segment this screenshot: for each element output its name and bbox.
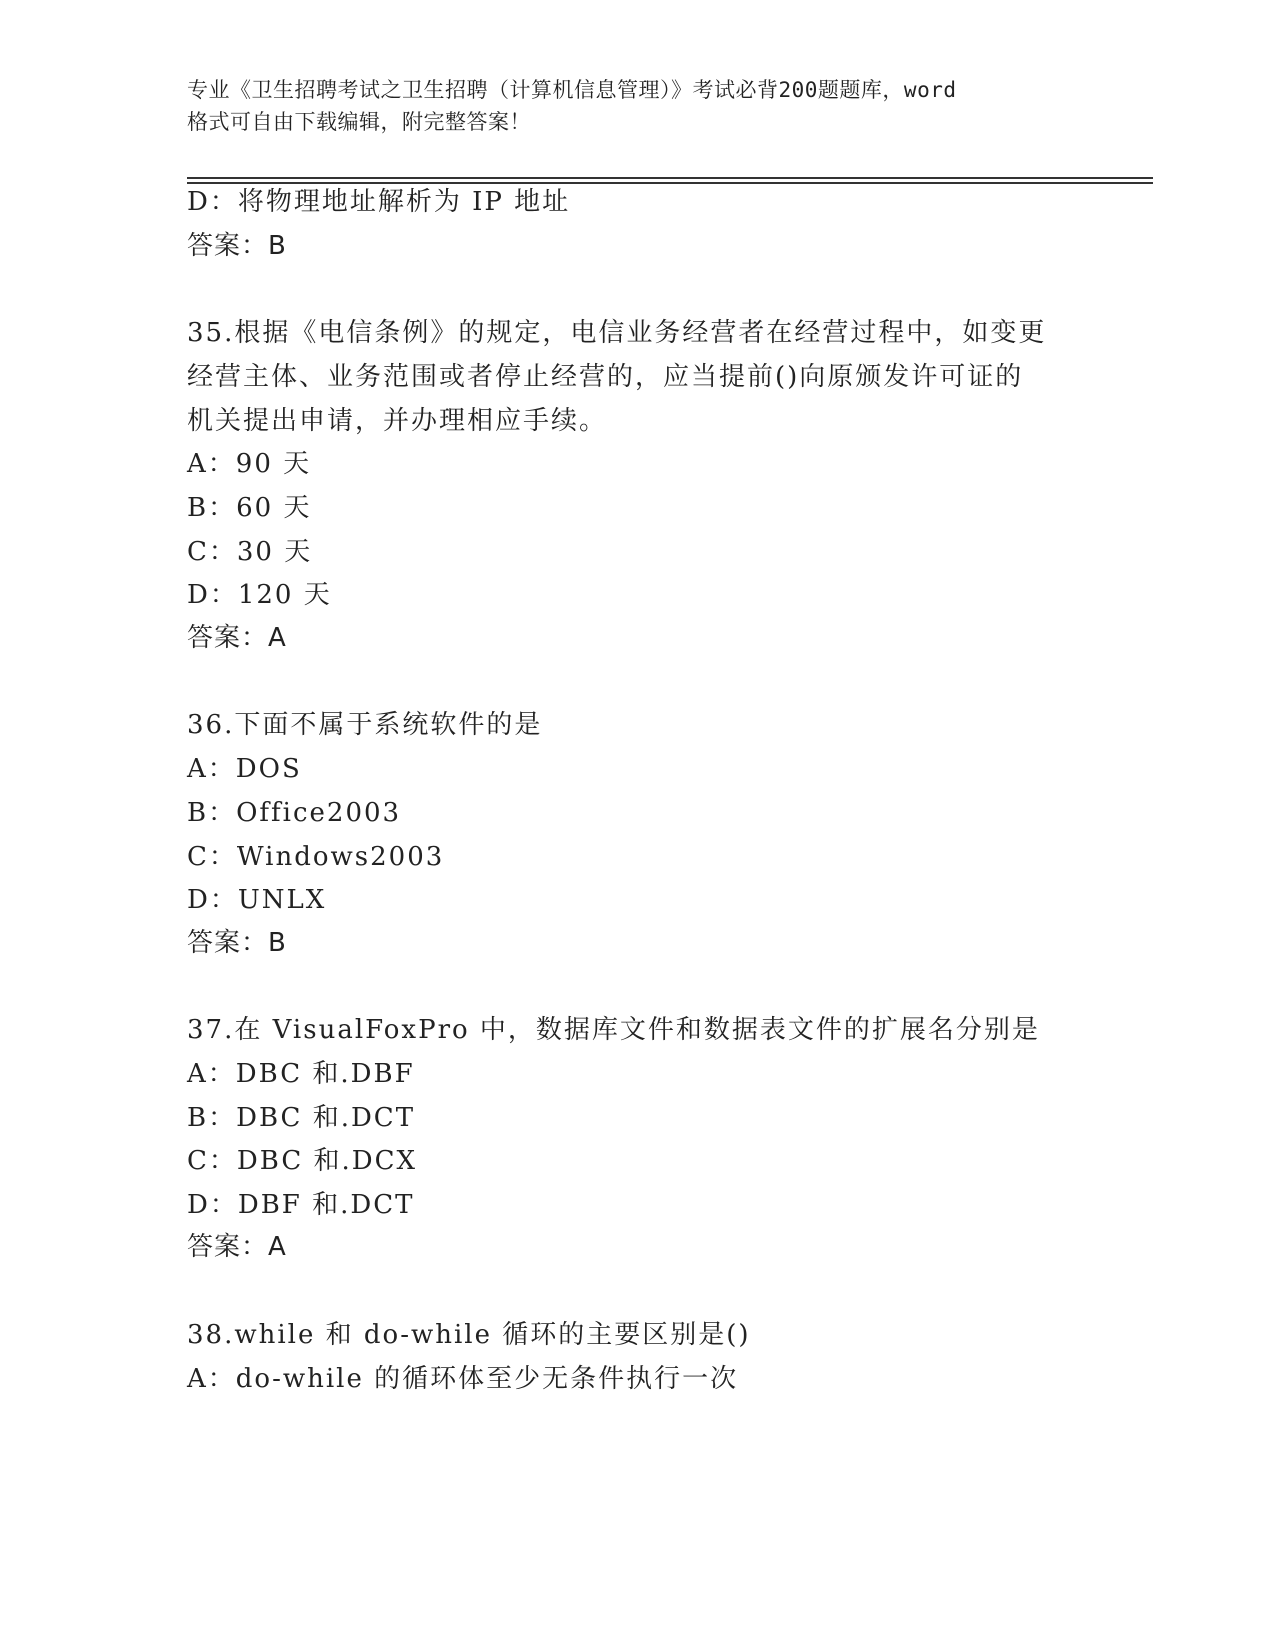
q37-stem: 37.在 VisualFoxPro 中，数据库文件和数据表文件的扩展名分别是 xyxy=(187,1015,1040,1045)
q36-option-c: C：Windows2003 xyxy=(187,842,445,872)
q37-answer: 答案：A xyxy=(187,1232,287,1262)
q35-option-d: D：120 天 xyxy=(187,580,332,610)
q38-option-a: A：do-while 的循环体至少无条件执行一次 xyxy=(187,1364,739,1394)
prev-answer: 答案：B xyxy=(187,231,287,261)
q36-option-b: B：Office2003 xyxy=(187,798,402,828)
q35-stem-line-1: 35.根据《电信条例》的规定，电信业务经营者在经营过程中，如变更 xyxy=(187,318,1047,348)
q37-option-d: D：DBF 和.DCT xyxy=(187,1190,415,1220)
q35-stem-line-2: 经营主体、业务范围或者停止经营的，应当提前()向原颁发许可证的 xyxy=(187,362,1024,392)
q37-option-c: C：DBC 和.DCX xyxy=(187,1146,418,1176)
q35-option-c: C：30 天 xyxy=(187,537,313,567)
document-header xyxy=(187,74,1107,138)
q36-option-a: A：DOS xyxy=(187,754,302,784)
q38-stem: 38.while 和 do-while 循环的主要区别是() xyxy=(187,1320,751,1350)
q36-answer: 答案：B xyxy=(187,928,287,958)
q35-answer: 答案：A xyxy=(187,623,287,653)
q36-option-d: D：UNLX xyxy=(187,885,327,915)
header-divider-top xyxy=(187,177,1153,179)
q35-option-a: A：90 天 xyxy=(187,449,312,479)
q36-stem: 36.下面不属于系统软件的是 xyxy=(187,710,543,740)
q37-option-b: B：DBC 和.DCT xyxy=(187,1103,416,1133)
header-divider-bottom xyxy=(187,182,1153,184)
q35-stem-line-3: 机关提出申请，并办理相应手续。 xyxy=(187,406,608,436)
header-line-2: 格式可自由下载编辑，附完整答案！ xyxy=(187,110,531,134)
q35-option-b: B：60 天 xyxy=(187,493,312,523)
prev-option-d: D：将物理地址解析为 IP 地址 xyxy=(187,187,571,217)
header-line-1: 专业《卫生招聘考试之卫生招聘（计算机信息管理）》考试必背200题题库，word xyxy=(187,78,957,102)
q37-option-a: A：DBC 和.DBF xyxy=(187,1059,415,1089)
